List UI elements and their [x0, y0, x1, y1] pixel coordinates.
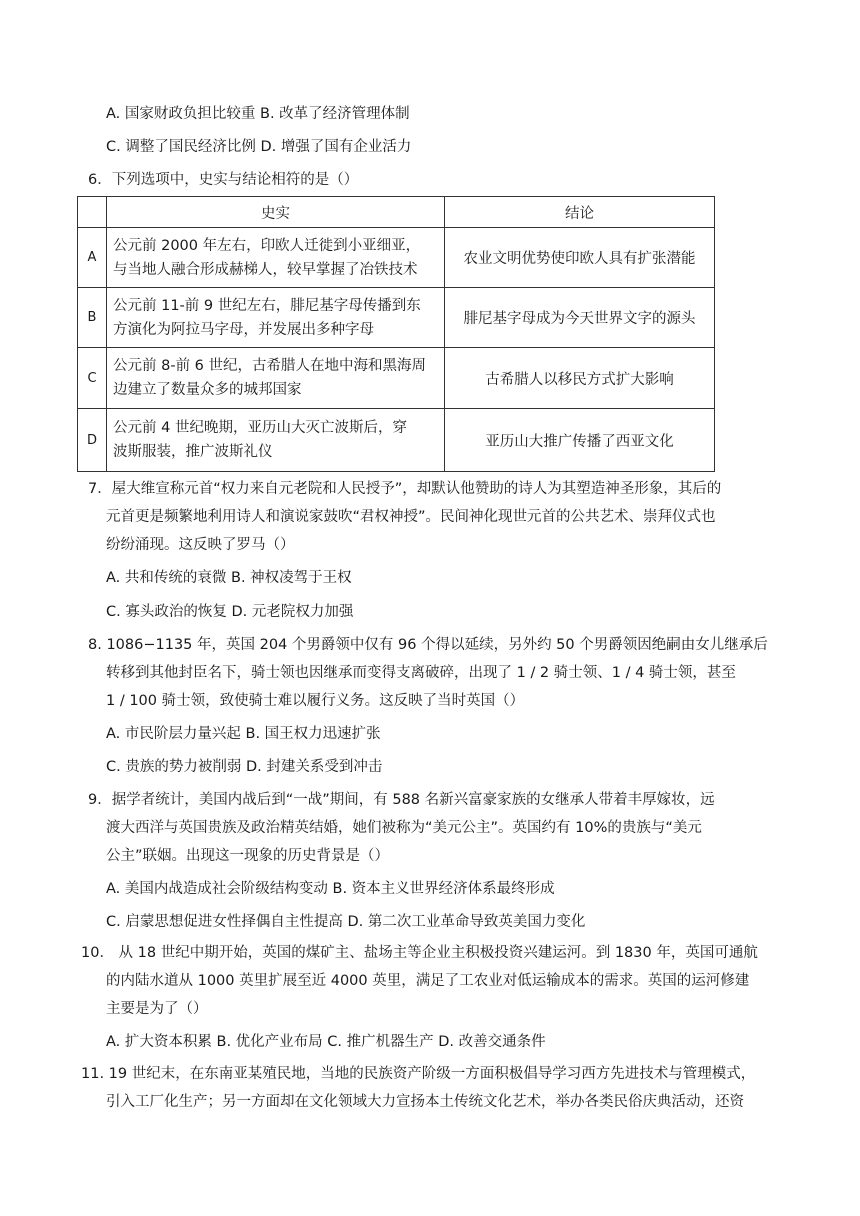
fact-line: 边建立了数量众多的城邦国家	[113, 382, 302, 398]
q10-option-line: A. 扩大资本积累 B. 优化产业布局 C. 推广机器生产 D. 改善交通条件	[106, 1034, 546, 1050]
table-row	[78, 348, 715, 409]
row-label: C	[78, 348, 107, 409]
q9-option-line-1: A. 美国内战造成社会阶级结构变动 B. 资本主义世界经济体系最终形成	[106, 881, 555, 897]
header-fact-cell: 史实	[107, 197, 445, 228]
fact-line: 公元前 4 世纪晚期，亚历山大灭亡波斯后，穿	[113, 420, 407, 436]
fact-line: 与当地人融合形成赫梯人，较早掌握了冶铁技术	[113, 261, 418, 278]
q9-stem-line-3: 公主”联姻。出现这一现象的历史背景是（）	[106, 848, 390, 864]
q10-stem-line-3: 主要是为了（）	[106, 1001, 208, 1017]
q8-option-line-2: C. 贵族的势力被削弱 D. 封建关系受到冲击	[106, 759, 383, 775]
q7-option-line-2: C. 寡头政治的恢复 D. 元老院权力加强	[106, 604, 354, 620]
q6-stem: 6．下列选项中，史实与结论相符的是（）	[88, 172, 359, 188]
q5-option-line-2: C. 调整了国民经济比例 D. 增强了国有企业活力	[106, 139, 412, 155]
q6-table	[77, 196, 715, 472]
q9-stem-line-1: 9．据学者统计，美国内战后到“一战”期间，有 588 名新兴富豪家族的女继承人带着丰厚嫁妆，远	[88, 792, 715, 808]
table-header-row	[78, 197, 715, 228]
q5-option-line-1: A. 国家财政负担比较重 B. 改革了经济管理体制	[106, 106, 410, 122]
q8-stem-line-3: 1 / 100 骑士领，致使骑士难以履行义务。这反映了当时英国（）	[106, 693, 525, 709]
fact-line: 公元前 2000 年左右，印欧人迁徙到小亚细亚，	[113, 237, 421, 254]
fact-line: 方演化为阿拉马字母，并发展出多种字母	[113, 321, 374, 338]
table-row	[78, 288, 715, 348]
table-row	[78, 228, 715, 288]
q7-option-line-1: A. 共和传统的衰微 B. 神权凌驾于王权	[106, 570, 352, 586]
q10-stem-line-2: 的内陆水道从 1000 英里扩展至近 4000 英里，满足了工农业对低运输成本的需求。英国的运河修建	[106, 973, 750, 989]
q8-stem-line-1: 8. 1086−1135 年，英国 204 个男爵领中仅有 96 个得以延续，另外约 50 个男爵领因绝嗣由女儿继承后	[88, 637, 768, 653]
row-label: B	[78, 288, 107, 348]
q7-stem-line-1: 7．屋大维宣称元首“权力来自元老院和人民授予”，却默认他赞助的诗人为其塑造神圣形象，其后的	[88, 481, 722, 497]
fact-line: 公元前 8-前 6 世纪，古希腊人在地中海和黑海周	[113, 358, 427, 374]
conclusion-cell: 古希腊人以移民方式扩大影响	[445, 348, 715, 409]
fact-line: 波斯服装，推广波斯礼仪	[113, 444, 273, 460]
fact-cell	[107, 409, 445, 472]
row-label: A	[78, 228, 107, 288]
q7-stem-line-3: 纷纷涌现。这反映了罗马（）	[106, 537, 295, 553]
q11-stem-line-2: 引入工厂化生产；另一方面却在文化领域大力宣扬本土传统文化艺术，举办各类民俗庆典活动，还资	[106, 1094, 744, 1110]
fact-line: 公元前 11-前 9 世纪左右，腓尼基字母传播到东	[113, 297, 421, 314]
conclusion-cell: 腓尼基字母成为今天世界文字的源头	[445, 288, 715, 348]
conclusion-cell: 亚历山大推广传播了西亚文化	[445, 409, 715, 472]
q9-option-line-2: C. 启蒙思想促进女性择偶自主性提高 D. 第二次工业革命导致英美国力变化	[106, 914, 586, 930]
conclusion-cell: 农业文明优势使印欧人具有扩张潜能	[445, 228, 715, 288]
q7-stem-line-2: 元首更是频繁地利用诗人和演说家鼓吹“君权神授”。民间神化现世元首的公共艺术、崇拜仪式也	[106, 509, 716, 525]
fact-cell	[107, 348, 445, 409]
q10-stem-line-1: 10． 从 18 世纪中期开始，英国的煤矿主、盐场主等企业主积极投资兴建运河。到 1830 年，英国可通航	[81, 945, 758, 961]
fact-cell	[107, 288, 445, 348]
q8-stem-line-2: 转移到其他封臣名下，骑士领也因继承而变得支离破碎，出现了 1 / 2 骑士领、1 / 4 骑士领，甚至	[106, 665, 736, 681]
header-label-cell	[78, 197, 107, 228]
row-label: D	[78, 409, 107, 472]
q9-stem-line-2: 渡大西洋与英国贵族及政治精英结婚，她们被称为“美元公主”。英国约有 10%的贵族与“美元	[106, 820, 702, 836]
header-conclusion-cell: 结论	[445, 197, 715, 228]
fact-cell	[107, 228, 445, 288]
q11-stem-line-1: 11. 19 世纪末，在东南亚某殖民地，当地的民族资产阶级一方面积极倡导学习西方先进技术与管理模式，	[81, 1066, 756, 1082]
q8-option-line-1: A. 市民阶层力量兴起 B. 国王权力迅速扩张	[106, 726, 381, 742]
table-row	[78, 409, 715, 472]
